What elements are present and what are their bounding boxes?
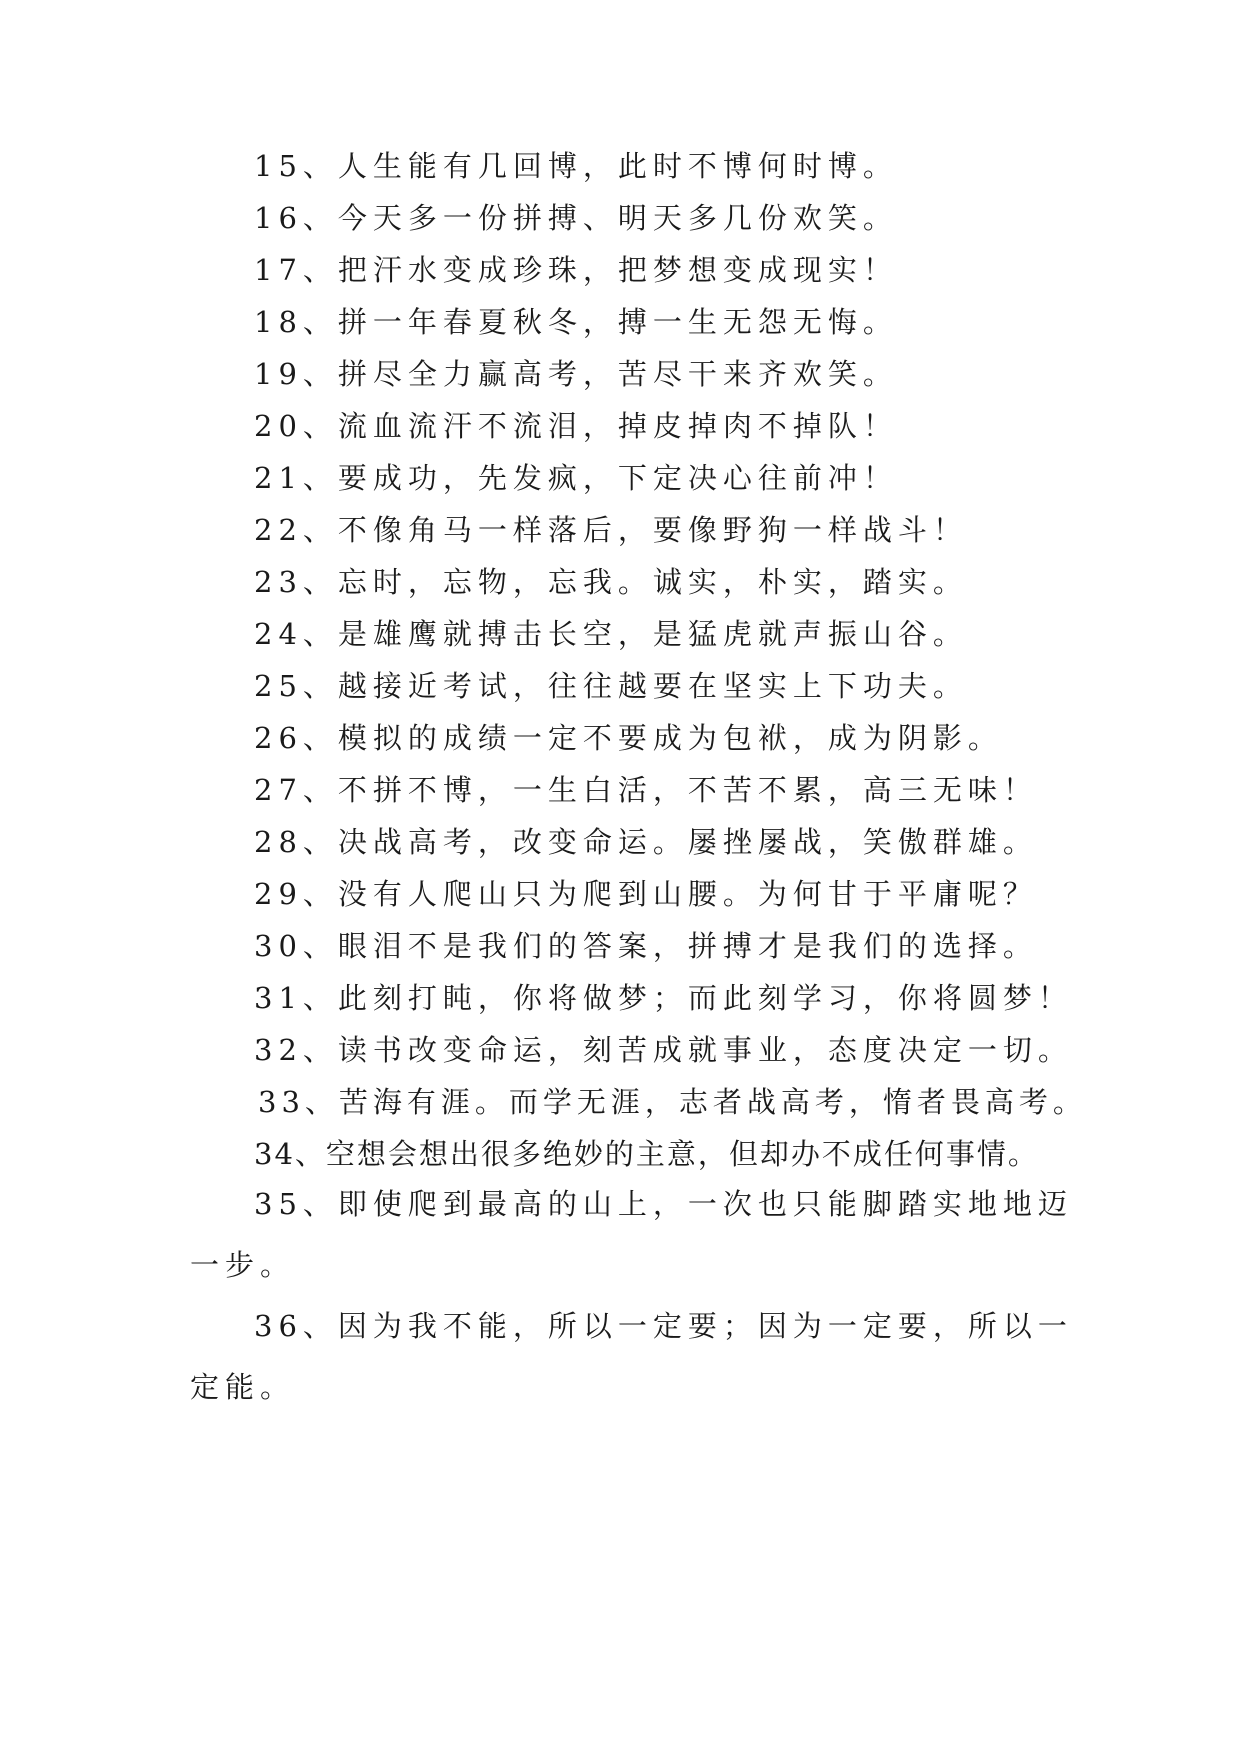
list-item: 24、是雄鹰就搏击长空，是猛虎就声振山谷。 — [254, 617, 968, 651]
list-item: 22、不像角马一样落后，要像野狗一样战斗！ — [254, 513, 968, 547]
paragraph-text: 35、即使爬到最高的山上，一次也只能脚踏实地地迈一步。 — [190, 1187, 1073, 1282]
list-item: 33、苦海有涯。而学无涯，志者战高考，惰者畏高考。 — [258, 1085, 1087, 1119]
list-item: 15、人生能有几回博，此时不博何时博。 — [254, 149, 898, 183]
list-item: 16、今天多一份拼搏、明天多几份欢笑。 — [254, 201, 898, 235]
list-item: 21、要成功，先发疯，下定决心往前冲！ — [254, 461, 898, 495]
list-item: 34、空想会想出很多绝妙的主意，但却办不成任何事情。 — [254, 1137, 1039, 1171]
paragraph — [190, 1174, 1090, 1296]
list-item: 23、忘时，忘物，忘我。诚实，朴实，踏实。 — [254, 565, 968, 599]
list-item: 18、拼一年春夏秋冬，搏一生无怨无悔。 — [254, 305, 898, 339]
list-item: 32、读书改变命运，刻苦成就事业，态度决定一切。 — [254, 1033, 1073, 1067]
list-item: 27、不拼不博，一生白活，不苦不累，高三无味！ — [254, 773, 1038, 807]
list-item: 30、眼泪不是我们的答案，拼搏才是我们的选择。 — [254, 929, 1038, 963]
list-item: 31、此刻打盹，你将做梦；而此刻学习，你将圆梦！ — [254, 981, 1073, 1015]
list-item: 25、越接近考试，往往越要在坚实上下功夫。 — [254, 669, 968, 703]
paragraph — [190, 1296, 1090, 1418]
list-item: 26、模拟的成绩一定不要成为包袱，成为阴影。 — [254, 721, 1003, 755]
list-item: 17、把汗水变成珍珠，把梦想变成现实！ — [254, 253, 898, 287]
paragraph-text: 36、因为我不能，所以一定要；因为一定要，所以一定能。 — [190, 1309, 1073, 1404]
list-item: 20、流血流汗不流泪，掉皮掉肉不掉队！ — [254, 409, 898, 443]
list-item: 28、决战高考，改变命运。屡挫屡战，笑傲群雄。 — [254, 825, 1038, 859]
list-item: 19、拼尽全力赢高考，苦尽干来齐欢笑。 — [254, 357, 898, 391]
list-item: 29、没有人爬山只为爬到山腰。为何甘于平庸呢？ — [254, 877, 1038, 911]
